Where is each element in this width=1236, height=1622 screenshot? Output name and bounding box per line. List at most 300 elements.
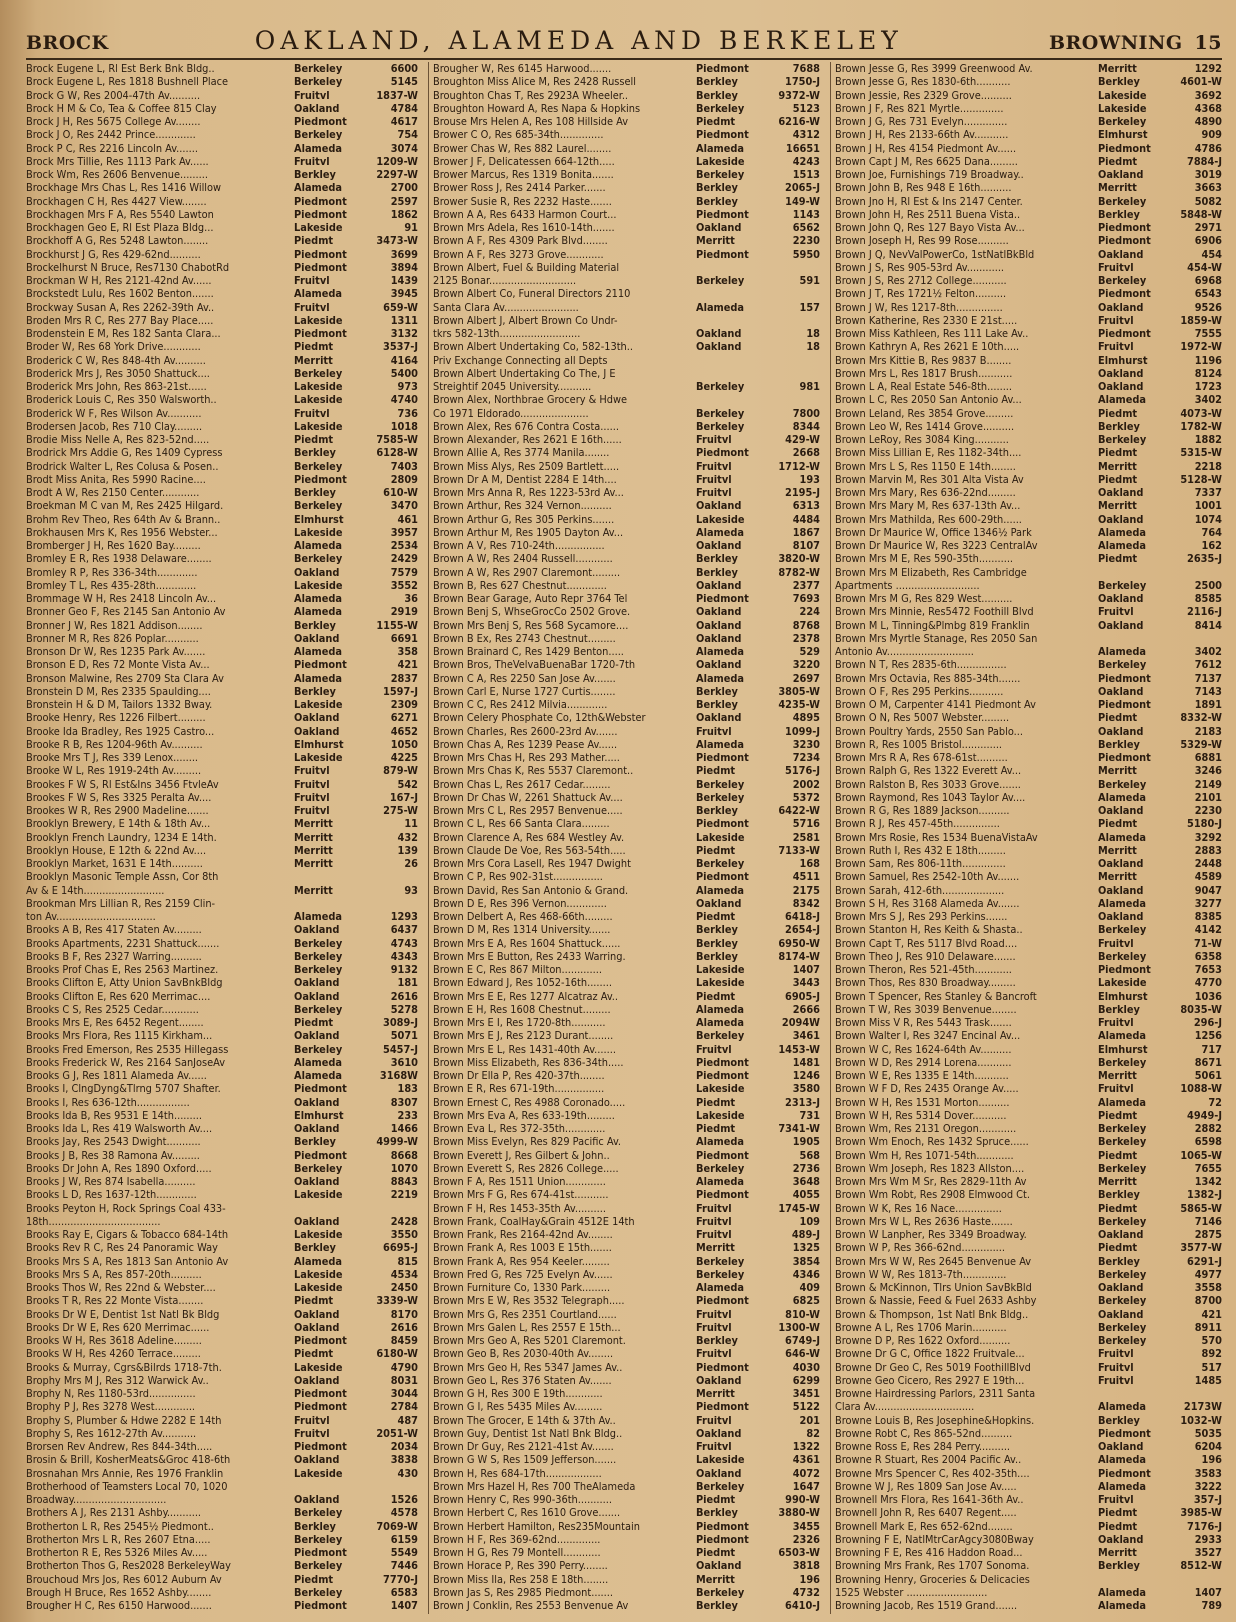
entry-number: 1513 (792, 168, 820, 181)
entry-exchange: Alameda (294, 1254, 343, 1268)
entry-name: Browning Jacob, Res 1519 Grand....... (835, 1599, 1018, 1612)
listing-entry (433, 791, 820, 804)
entry-exchange: Oakland (294, 923, 340, 937)
entry-exchange: Berkeley (1098, 1334, 1147, 1347)
listing-entry (26, 817, 418, 830)
listing-entry (26, 115, 418, 128)
entry-number: 3818 (792, 1559, 820, 1573)
entry-exchange: Berkeley (1098, 433, 1147, 446)
entry-name: Brown A V, Res 710-24th................ (433, 539, 605, 552)
entry-number: 3577-W (1180, 1241, 1222, 1255)
listing-entry (835, 751, 1222, 764)
entry-number: 7341-W (778, 1122, 820, 1135)
entry-name: Brown Furniture Co, 1330 Park......... (433, 1281, 611, 1294)
entry-exchange: Oakland (696, 539, 742, 552)
entry-name: Brown Ernest C, Res 4988 Coronado..... (433, 1095, 626, 1109)
entry-name: Brorsen Rev Andrew, Res 844-34th..... (26, 1440, 213, 1453)
entry-exchange: Alameda (294, 605, 343, 619)
entry-exchange: Merritt (696, 234, 735, 248)
entry-number: 1196 (1194, 353, 1222, 367)
listing-entry (835, 592, 1222, 605)
entry-exchange: Oakland (294, 1214, 340, 1228)
entry-name: Brown E H, Res 1608 Chestnut......... (433, 1002, 611, 1016)
listing-entry (835, 314, 1222, 327)
entry-number: 4312 (792, 128, 820, 142)
entry-name: Brown Mrs Octavia, Res 885-34th....... (835, 671, 1021, 685)
entry-number: 6313 (792, 499, 820, 513)
listing-entry (835, 1202, 1222, 1215)
entry-exchange: Berkeley (696, 419, 745, 433)
entry-number: 1256 (1194, 1029, 1222, 1043)
entry-exchange: Piedmont (294, 247, 347, 261)
entry-exchange: Oakland (696, 1373, 742, 1387)
entry-name: Brown Celery Phosphate Co, 12th&Webster (433, 711, 646, 725)
entry-exchange: Berkley (696, 88, 738, 102)
entry-exchange: Piedmt (1098, 1241, 1138, 1255)
entry-name: Brown J W, Res 1217-8th............... (835, 300, 1003, 314)
entry-number: 1342 (1194, 1175, 1222, 1188)
entry-number: 5035 (1194, 1426, 1222, 1440)
entry-name: Brown Leo W, Res 1414 Grove.......... (835, 419, 1015, 433)
listing-entry (433, 817, 820, 830)
entry-name: Brown Mrs M Elizabeth, Res Cambridge (835, 565, 1027, 579)
entry-name: Broekman M C van M, Res 2425 Hilgard. (26, 499, 224, 513)
entry-name: Bronner M R, Res 826 Poplar........... (26, 631, 199, 645)
listing-entry (835, 168, 1222, 181)
listing-entry (26, 950, 418, 963)
entry-name: Brown Frank, Res 2164-42nd Av........ (433, 1228, 613, 1241)
listing-entry (433, 592, 820, 605)
entry-exchange: Elmhurst (294, 1108, 344, 1122)
entry-exchange: Alameda (696, 1135, 745, 1149)
entry-name: Brockstedt Lulu, Res 1602 Benton....... (26, 287, 214, 301)
entry-name: Brown Allie A, Res 3774 Manila........ (433, 446, 610, 460)
entry-number: 8344 (792, 419, 820, 433)
entry-name: Brown Mrs Anna R, Res 1223-53rd Av... (433, 486, 624, 499)
entry-name: Brower Chas W, Res 882 Laurel........ (433, 141, 612, 155)
listing-entry (835, 831, 1222, 844)
listing-entry (433, 327, 820, 340)
listing-entry (26, 791, 418, 804)
listing-entry (433, 115, 820, 128)
entry-exchange: Piedmt (696, 1122, 736, 1135)
entry-name: Brown M L, Tinning&Plmbg 819 Franklin (835, 618, 1030, 632)
entry-exchange: Piedmont (696, 870, 749, 884)
listing-entry (433, 1268, 820, 1281)
listing-entry (433, 128, 820, 141)
entry-exchange: Oakland (1098, 1228, 1144, 1241)
entry-number: 4890 (1194, 115, 1222, 128)
entry-exchange: Berkeley (1098, 1320, 1147, 1334)
entry-exchange: Alameda (696, 645, 745, 658)
entry-number: 2183 (1194, 724, 1222, 738)
listing-entry (835, 1135, 1222, 1148)
entry-exchange: Alameda (294, 539, 343, 552)
entry-exchange: Alameda (1098, 539, 1147, 552)
entry-name: Brodie Miss Nelle A, Res 823-52nd..... (26, 433, 210, 446)
entry-number: 7403 (390, 459, 418, 473)
entry-number: 6968 (1194, 274, 1222, 287)
entry-exchange: Berkeley (294, 499, 343, 513)
entry-exchange: Berkeley (294, 1532, 343, 1546)
entry-name: Brown S H, Res 3168 Alameda Av....... (835, 896, 1020, 910)
entry-exchange: Berkeley (294, 1161, 343, 1175)
entry-name: Brown W W, Res 1813-7th.............. (835, 1267, 1007, 1281)
entry-number: 5848-W (1180, 207, 1222, 221)
entry-name: Brown H, Res 684-17th.................. (433, 1466, 602, 1480)
entry-number: 6437 (390, 923, 418, 937)
entry-exchange: Piedmt (696, 910, 736, 923)
entry-exchange: Lakeside (294, 1281, 343, 1294)
entry-number: 1293 (390, 910, 418, 923)
entry-exchange: Piedmont (696, 446, 749, 460)
entry-name: Brookes W R, Res 2900 Madeline....... (26, 804, 209, 817)
entry-name: Brophy P J, Res 3278 West............. (26, 1400, 196, 1414)
entry-number: 3451 (792, 1387, 820, 1400)
entry-number: 736 (397, 406, 418, 420)
entry-exchange: Oakland (696, 221, 742, 234)
entry-number: 2429 (390, 552, 418, 566)
entry-exchange: Alameda (1098, 1400, 1147, 1414)
entry-name: Brown Edward J, Res 1052-16th........ (433, 976, 612, 990)
entry-name: Brockhagen Geo E, Rl Est Plaza Bldg... (26, 221, 214, 234)
entry-name: Brown Mrs Galen L, Res 2557 E 15th... (433, 1320, 621, 1334)
entry-exchange: Berkeley (294, 552, 343, 566)
listing-entry (433, 632, 820, 645)
entry-name: Brown J S, Res 905-53rd Av............ (835, 260, 1005, 274)
entry-number: 3473-W (376, 234, 418, 248)
listing-entry (26, 1255, 418, 1268)
entry-number: 3230 (792, 737, 820, 751)
listing-entry (433, 420, 820, 433)
listing-entry (433, 208, 820, 221)
listing-entry (433, 1202, 820, 1215)
listing-entry (835, 1149, 1222, 1162)
listing-entry (433, 831, 820, 844)
listing-entry (26, 327, 418, 340)
entry-number: 6881 (1194, 751, 1222, 764)
entry-exchange: Fruitvl (1098, 1360, 1134, 1374)
listing-entry (835, 327, 1222, 340)
entry-exchange: Oakland (294, 711, 340, 725)
entry-number: 1155-W (376, 618, 418, 632)
entry-exchange: Berkley (1098, 1002, 1140, 1016)
listing-entry (835, 486, 1222, 499)
listing-entry (26, 685, 418, 698)
listing-entry (26, 632, 418, 645)
listing-entry (26, 1361, 418, 1374)
entry-name: Brown Dr Chas W, 2261 Shattuck Av.... (433, 790, 623, 804)
entry-number: 6159 (390, 1532, 418, 1546)
listing-entry (26, 698, 418, 711)
entry-exchange: Piedmont (696, 1400, 749, 1414)
entry-exchange: Piedmont (696, 128, 749, 142)
entry-name: Brodrick Walter L, Res Colusa & Posen.. (26, 459, 219, 473)
entry-exchange: Piedmt (1098, 1148, 1138, 1162)
entry-number: 6695-J (383, 1241, 418, 1255)
entry-number: 3880-W (778, 1506, 820, 1520)
entry-exchange: Elmhurst (1098, 989, 1148, 1003)
entry-name: Streightif 2045 University........... (433, 380, 592, 393)
entry-name: Brown Claude De Voe, Res 563-54th..... (433, 843, 626, 857)
listing-entry (26, 340, 418, 353)
listing-entry (835, 1334, 1222, 1347)
entry-name: Brown Mrs E I, Res 1720-8th........... (433, 1016, 606, 1029)
entry-name: Brown Albert Undertaking Co, 582-13th.. (433, 340, 633, 354)
entry-number: 6271 (390, 711, 418, 725)
entry-name: Brown Mrs Minnie, Res5472 Foothill Blvd (835, 605, 1034, 619)
listing-entry (835, 1533, 1222, 1546)
listing-entry (433, 75, 820, 88)
listing-entry (26, 884, 418, 897)
entry-name: Brown T Spencer, Res Stanley & Bancroft (835, 989, 1037, 1003)
entry-exchange: Piedmont (294, 207, 347, 221)
entry-exchange: Oakland (1098, 1532, 1144, 1546)
entry-exchange: Merritt (294, 883, 333, 897)
entry-number: 3552 (390, 578, 418, 592)
entry-number: 8668 (390, 1148, 418, 1162)
entry-number: 7337 (1194, 486, 1222, 499)
listing-entry (26, 62, 418, 75)
entry-name: Brown J Q, NevValPowerCo, 1stNatlBkBld (835, 247, 1035, 261)
entry-number: 196 (1201, 1453, 1222, 1467)
listing-entry (835, 1347, 1222, 1360)
entry-exchange: Merritt (696, 1572, 735, 1586)
listing-entry (835, 1082, 1222, 1095)
entry-number: 8700 (1194, 1294, 1222, 1308)
entry-name: Brown & Thompson, 1st Natl Bnk Bldg.. (835, 1307, 1029, 1321)
listing-entry (835, 367, 1222, 380)
listing-entry (26, 420, 418, 433)
entry-number: 3610 (390, 1055, 418, 1069)
entry-exchange: Oakland (294, 976, 340, 990)
entry-exchange: Oakland (1098, 857, 1144, 870)
entry-exchange: Alameda (696, 300, 745, 314)
entry-exchange: Lakeside (1098, 976, 1147, 990)
entry-exchange: Fruitvl (1098, 1493, 1134, 1506)
entry-number: 7133-W (778, 843, 820, 857)
entry-name: Brown Jno H, Rl Est & Ins 2147 Center. (835, 194, 1023, 208)
entry-exchange: Piedmt (696, 1493, 736, 1506)
listing-entry (433, 1082, 820, 1095)
listing-entry (26, 579, 418, 592)
entry-number: 3583 (1194, 1466, 1222, 1480)
entry-name: Browne Geo Cicero, Res 2927 E 19th... (835, 1373, 1025, 1387)
listing-entry (835, 433, 1222, 446)
entry-name: Brown A W, Res 2404 Russell............ (433, 552, 613, 566)
listing-entry (26, 1294, 418, 1307)
listing-entry (26, 526, 418, 539)
listing-entry (26, 1096, 418, 1109)
header-first-name: BROCK (26, 32, 109, 54)
entry-name: Browning F E, Res 416 Haddon Road... (835, 1546, 1023, 1559)
entry-number: 3854 (792, 1254, 820, 1268)
entry-name: Brooke Ida Bradley, Res 1925 Castro... (26, 724, 215, 738)
entry-exchange: Lakeside (696, 963, 745, 976)
listing-entry (26, 1281, 418, 1294)
entry-name: Brotherton Thos G, Res2028 BerkeleyWay (26, 1559, 231, 1573)
listing-entry (433, 619, 820, 632)
listing-entry (835, 181, 1222, 194)
entry-number: 2654-J (785, 923, 820, 937)
entry-exchange: Merritt (1098, 870, 1137, 884)
entry-exchange: Berkeley (294, 963, 343, 976)
entry-name: Brown C P, Res 902-31st................ (433, 870, 603, 884)
entry-exchange: Piedmont (696, 1360, 749, 1374)
entry-name: Brown Albert, Fuel & Building Material (433, 260, 620, 274)
entry-name: Brown Dr Maurice W, Office 1346½ Park (835, 525, 1032, 539)
listing-entry (433, 897, 820, 910)
entry-exchange: Piedmont (696, 62, 749, 75)
entry-name: Brown Capt J M, Res 6625 Dana......... (835, 154, 1018, 168)
entry-name: Brooklyn Brewery, E 14th & 18th Av... (26, 817, 211, 831)
entry-name: Browne Dr Geo C, Res 5019 FoothillBlvd (835, 1360, 1031, 1374)
entry-exchange: Piedmont (696, 207, 749, 221)
listing-entry (835, 645, 1222, 658)
entry-number: 6422-W (778, 804, 820, 817)
listing-entry (433, 963, 820, 976)
entry-number: 8843 (390, 1175, 418, 1188)
listing-entry (835, 1440, 1222, 1453)
entry-exchange: Piedmt (1098, 711, 1138, 725)
entry-name: Brown B, Res 627 Chestnut............. (433, 578, 607, 592)
entry-number: 879-W (383, 764, 418, 778)
entry-name: 1525 Webster .......................... (835, 1585, 988, 1599)
entry-number: 168 (799, 857, 820, 870)
entry-name: Brockhage Mrs Chas L, Res 1416 Willow (26, 181, 222, 195)
header-last-name-text: BROWNING (1048, 32, 1183, 54)
entry-number: 1867 (792, 525, 820, 539)
listing-entry (433, 234, 820, 247)
entry-number: 815 (397, 1254, 418, 1268)
entry-name: Brock H M & Co, Tea & Coffee 815 Clay (26, 101, 217, 115)
entry-exchange: Berkley (1098, 419, 1140, 433)
entry-name: Brown Katherine, Res 2330 E 21st..... (835, 313, 1018, 327)
entry-exchange: Merritt (294, 843, 333, 857)
entry-exchange: Berkley (1098, 75, 1140, 89)
entry-name: Browne Dr G C, Office 1822 Fruitvale... (835, 1347, 1025, 1361)
entry-exchange: Oakland (294, 724, 340, 738)
listing-entry (835, 764, 1222, 777)
entry-number: 3945 (390, 287, 418, 301)
entry-name: Brown R J, Res 457-45th............... (835, 817, 1000, 831)
listing-entry (26, 672, 418, 685)
entry-number: 2428 (390, 1214, 418, 1228)
listing-entry (433, 1334, 820, 1347)
listing-entry (433, 698, 820, 711)
entry-number: 4243 (792, 154, 820, 168)
entry-exchange: Piedmont (294, 115, 347, 128)
listing-entry (433, 778, 820, 791)
entry-name: Brown O N, Res 5007 Webster......... (835, 711, 1010, 725)
entry-exchange: Berkley (1098, 1188, 1140, 1202)
entry-exchange: Merritt (696, 1387, 735, 1400)
entry-name: Browne A L, Res 1706 Marin........... (835, 1320, 1007, 1334)
listing-entry (433, 314, 820, 327)
entry-number: 3461 (792, 1029, 820, 1043)
entry-exchange: Alameda (294, 1069, 343, 1082)
listing-entry (433, 340, 820, 353)
listing-entry (835, 234, 1222, 247)
entry-number: 4343 (390, 949, 418, 963)
entry-number: 5950 (792, 247, 820, 261)
entry-number: 3074 (390, 141, 418, 155)
listing-entry (835, 340, 1222, 353)
entry-exchange: Berkeley (1098, 115, 1147, 128)
listing-entry (835, 1559, 1222, 1572)
listing-entry (433, 605, 820, 618)
listing-entry (26, 301, 418, 314)
entry-name: Broughton Miss Alice M, Res 2428 Russell (433, 75, 636, 89)
entry-exchange: Fruitvl (1098, 1082, 1134, 1096)
entry-number: 2094W (781, 1016, 820, 1029)
listing-entry (835, 1016, 1222, 1029)
entry-exchange: Berkley (294, 1519, 336, 1533)
entry-exchange: Lakeside (294, 698, 343, 711)
entry-name: Brown Mrs E A, Res 1604 Shattuck...... (433, 936, 621, 950)
entry-number: 1050 (390, 737, 418, 751)
entry-name: Brown C C, Res 2412 Milvia............. (433, 698, 608, 711)
listing-entry (26, 711, 418, 724)
entry-name: Brougher H C, Res 6150 Harwood....... (26, 1599, 212, 1612)
entry-name: Brockhagen Mrs F A, Res 5540 Lawton (26, 207, 214, 221)
entry-name: Brown Marvin M, Res 301 Alta Vista Av (835, 472, 1024, 486)
listing-entry (26, 1188, 418, 1201)
entry-number: 4617 (390, 115, 418, 128)
entry-name: Brown Albert Co, Funeral Directors 2110 (433, 287, 631, 301)
entry-number: 5128-W (1180, 472, 1222, 486)
entry-name: Brown Sam, Res 806-11th.............. (835, 857, 1006, 870)
listing-entry (433, 1188, 820, 1201)
entry-name: Brown J S, Res 2712 College........... (835, 274, 1007, 287)
entry-name: Brown Capt T, Res 5117 Blvd Road.... (835, 936, 1018, 950)
listing-entry (835, 672, 1222, 685)
entry-exchange: Berkley (696, 1334, 738, 1347)
listing-entry (433, 460, 820, 473)
entry-number: 4999-W (376, 1135, 418, 1149)
entry-name: Brown T W, Res 3039 Benvenue........ (835, 1002, 1017, 1016)
entry-number: 2297-W (376, 168, 418, 181)
entry-exchange: Piedmont (696, 592, 749, 605)
entry-number: 4225 (390, 751, 418, 764)
entry-name: Brown John B, Res 948 E 16th.......... (835, 181, 1012, 195)
entry-number: 2116-J (1187, 605, 1222, 619)
listing-entry (835, 1109, 1222, 1122)
entry-exchange: Alameda (294, 141, 343, 155)
listing-columns (26, 62, 1222, 1614)
entry-name: Browne Louis B, Res Josephine&Hopkins. (835, 1413, 1035, 1427)
listing-entry (433, 579, 820, 592)
listing-entry (433, 1043, 820, 1056)
entry-number: 4072 (792, 1466, 820, 1480)
entry-name: Brown Mrs R A, Res 678-61st.......... (835, 751, 1008, 764)
entry-exchange: Oakland (696, 499, 742, 513)
entry-name: Brown J G, Res 731 Evelyn.............. (835, 115, 1008, 128)
listing-entry (26, 261, 418, 274)
listing-entry (26, 1493, 418, 1506)
entry-number: 5071 (390, 1029, 418, 1043)
entry-exchange: Oakland (696, 896, 742, 910)
entry-name: Brown Mrs G, Res 2351 Courtland...... (433, 1307, 617, 1321)
listing-entry (433, 1135, 820, 1148)
entry-name: Brown Mrs L S, Res 1150 E 14th........ (835, 459, 1016, 473)
listing-entry (26, 738, 418, 751)
entry-exchange: Piedmont (1098, 221, 1151, 234)
listing-entry (433, 354, 820, 367)
entry-name: Brown O M, Carpenter 4141 Piedmont Av (835, 698, 1036, 711)
entry-exchange: Piedmt (1098, 406, 1138, 420)
entry-exchange: Fruitvl (1098, 605, 1134, 619)
